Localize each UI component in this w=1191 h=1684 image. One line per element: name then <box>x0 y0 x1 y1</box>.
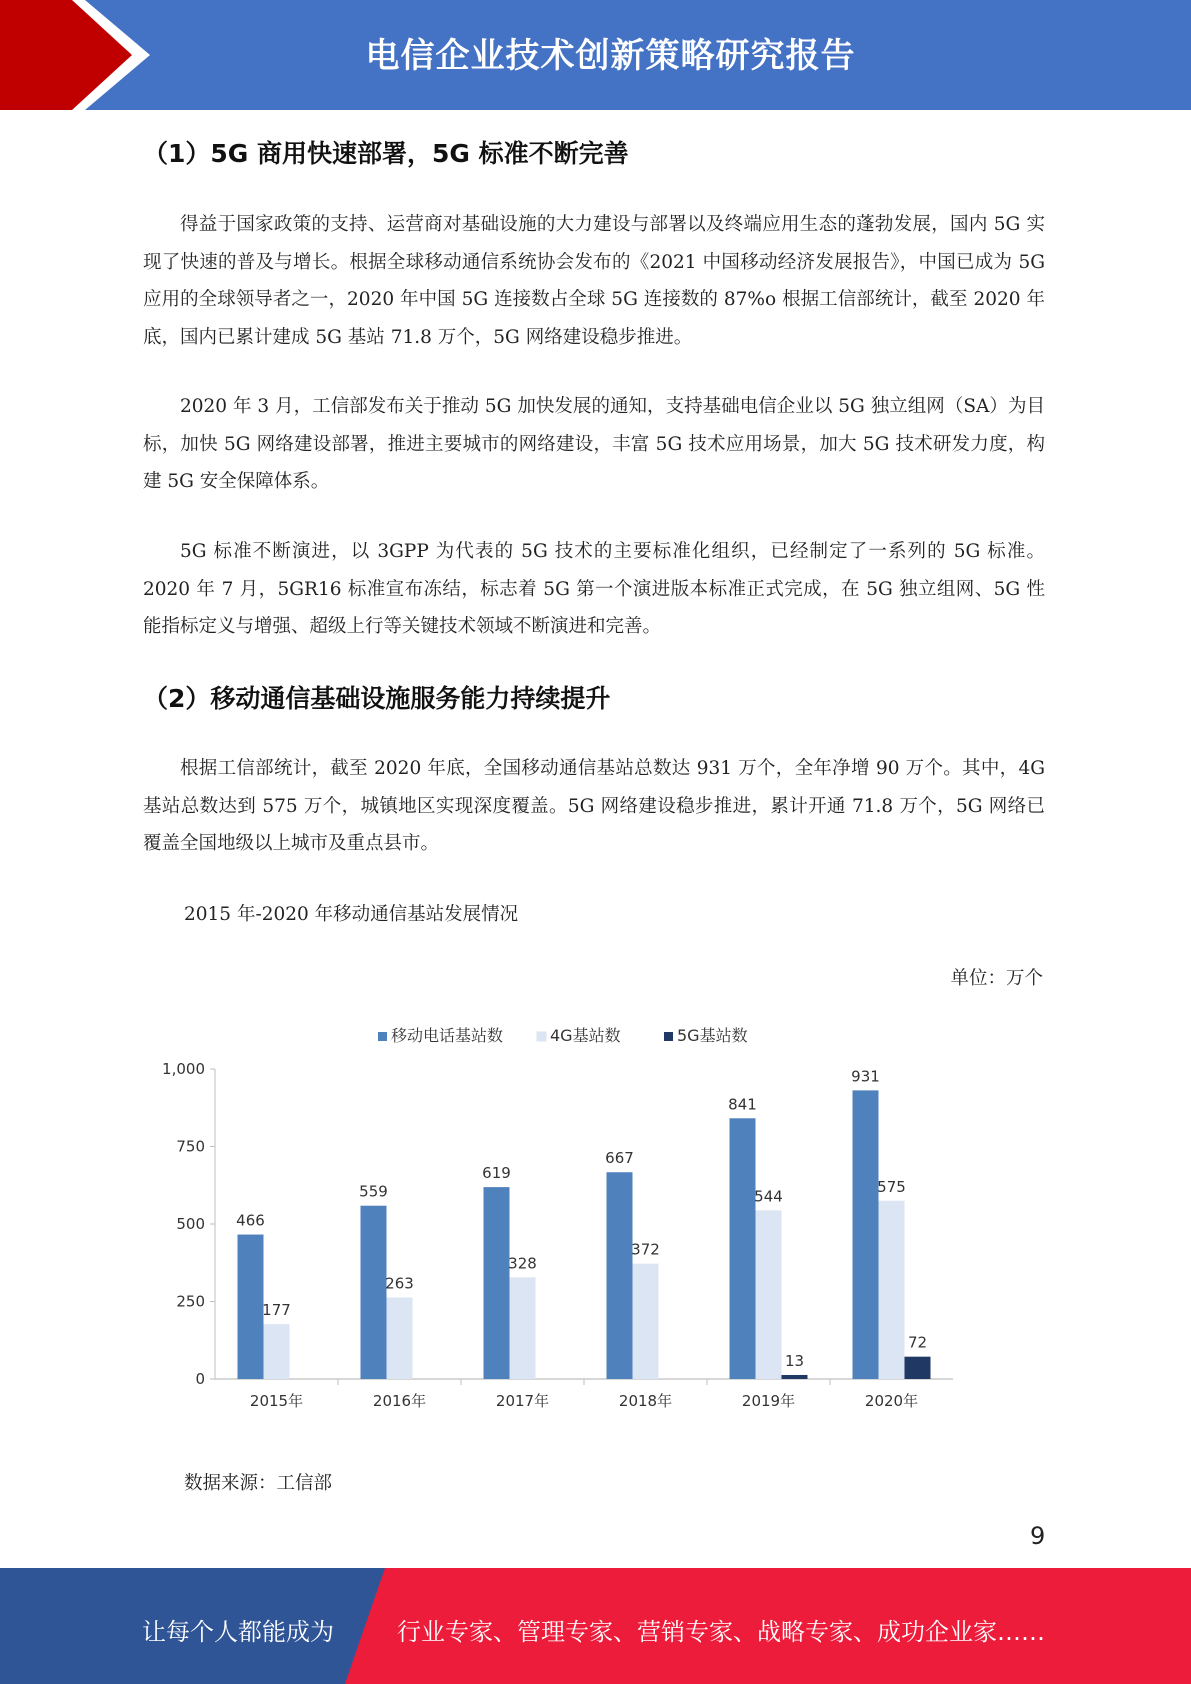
figure-source: 数据来源：工信部 <box>184 1473 333 1494</box>
x-tick-label: 2015年 <box>249 1392 304 1410</box>
bar <box>853 1090 879 1379</box>
y-tick-label: 250 <box>176 1292 205 1311</box>
legend-label: 4G基站数 <box>550 1026 621 1045</box>
data-label: 177 <box>262 1301 291 1320</box>
bar <box>905 1357 931 1379</box>
section1-paragraph-3: 5G 标准不断演进，以 3GPP 为代表的 5G 技术的主要标准化组织，已经制定了一系列的 5G 标准。2020 年 7 月，5GR16 标准宣布冻结，标志着 5G 第一个演进版本标准正式完成，在 5G 独立组网、5G 性能指标定义与增强、超级上行等关键技术领域不断演进和完善。 <box>143 541 1045 637</box>
data-label: 575 <box>877 1177 906 1196</box>
section1-paragraph-2: 2020 年 3 月，工信部发布关于推动 5G 加快发展的通知，支持基础电信企业以 5G 独立组网（SA）为目标，加快 5G 网络建设部署，推进主要城市的网络建设，丰富 5G 技术应用场景，加大 5G 技术研发力度，构建 5G 安全保障体系。 <box>143 396 1045 492</box>
data-label: 372 <box>631 1240 660 1259</box>
data-label: 263 <box>385 1274 414 1293</box>
bar <box>361 1206 387 1379</box>
data-label: 667 <box>605 1149 634 1168</box>
header-title: 电信企业技术创新策略研究报告 <box>365 36 856 76</box>
y-tick-label: 0 <box>195 1370 205 1388</box>
bar <box>782 1375 808 1379</box>
data-label: 328 <box>508 1254 537 1273</box>
page-footer <box>0 1568 1191 1684</box>
y-tick-label: 1,000 <box>162 1060 205 1078</box>
legend-label: 移动电话基站数 <box>391 1026 504 1045</box>
data-label: 13 <box>784 1351 805 1370</box>
bar <box>238 1235 264 1379</box>
x-tick-label: 2020年 <box>864 1392 919 1410</box>
bar <box>756 1210 782 1379</box>
data-label: 544 <box>754 1187 783 1206</box>
y-tick-label: 750 <box>176 1137 205 1156</box>
x-tick-label: 2019年 <box>741 1392 796 1410</box>
data-label: 559 <box>359 1182 388 1201</box>
bar <box>264 1324 290 1379</box>
section-heading-2: （2）移动通信基础设施服务能力持续提升 <box>143 684 611 713</box>
bar-chart <box>140 1015 960 1435</box>
bar <box>879 1201 905 1379</box>
section2-paragraph-1: 根据工信部统计，截至 2020 年底，全国移动通信基站总数达 931 万个，全年净增 90 万个。其中，4G 基站总数达到 575 万个，城镇地区实现深度覆盖。5G 网络建设稳步推进，累计开通 71.8 万个，5G 网络已覆盖全国地级以上城市及重点县市。 <box>143 758 1045 854</box>
section-heading-1: （1）5G 商用快速部署，5G 标准不断完善 <box>143 139 629 168</box>
page-number: 9 <box>1030 1522 1046 1550</box>
footer-slogan-right: 行业专家、管理专家、营销专家、战略专家、成功企业家…… <box>397 1618 1045 1646</box>
data-label: 72 <box>907 1333 928 1352</box>
data-label: 466 <box>236 1211 265 1230</box>
figure-caption: 2015 年-2020 年移动通信基站发展情况 <box>184 904 519 925</box>
section1-paragraph-1: 得益于国家政策的支持、运营商对基础设施的大力建设与部署以及终端应用生态的蓬勃发展，国内 5G 实现了快速的普及与增长。根据全球移动通信系统协会发布的《2021 中国移动经济发展报告》，中国已成为 5G 应用的全球领导者之一，2020 年中国 5G 连接数占全球 5G 连接数的 87%o 根据工信部统计，截至 2020 年底，国内已累计建成 5G 基站 71.8 万个，5G 网络建设稳步推进。 <box>143 214 1045 348</box>
data-label: 619 <box>482 1164 511 1183</box>
y-tick-label: 500 <box>176 1215 205 1233</box>
x-tick-label: 2018年 <box>618 1392 673 1410</box>
x-tick-label: 2017年 <box>495 1392 550 1410</box>
data-label: 931 <box>851 1067 880 1086</box>
bar <box>730 1118 756 1379</box>
bar <box>510 1277 536 1379</box>
legend-swatch <box>664 1032 673 1041</box>
bar <box>607 1172 633 1379</box>
bar <box>387 1297 413 1379</box>
legend-label: 5G基站数 <box>677 1026 748 1045</box>
data-label: 841 <box>728 1095 757 1114</box>
x-tick-label: 2016年 <box>372 1392 427 1410</box>
page-header <box>0 0 1191 110</box>
footer-slogan-left: 让每个人都能成为 <box>142 1618 334 1646</box>
legend-swatch <box>378 1032 387 1041</box>
bar <box>633 1264 659 1379</box>
figure-unit: 单位：万个 <box>950 968 1043 989</box>
legend-swatch <box>537 1032 546 1041</box>
bar <box>484 1187 510 1379</box>
